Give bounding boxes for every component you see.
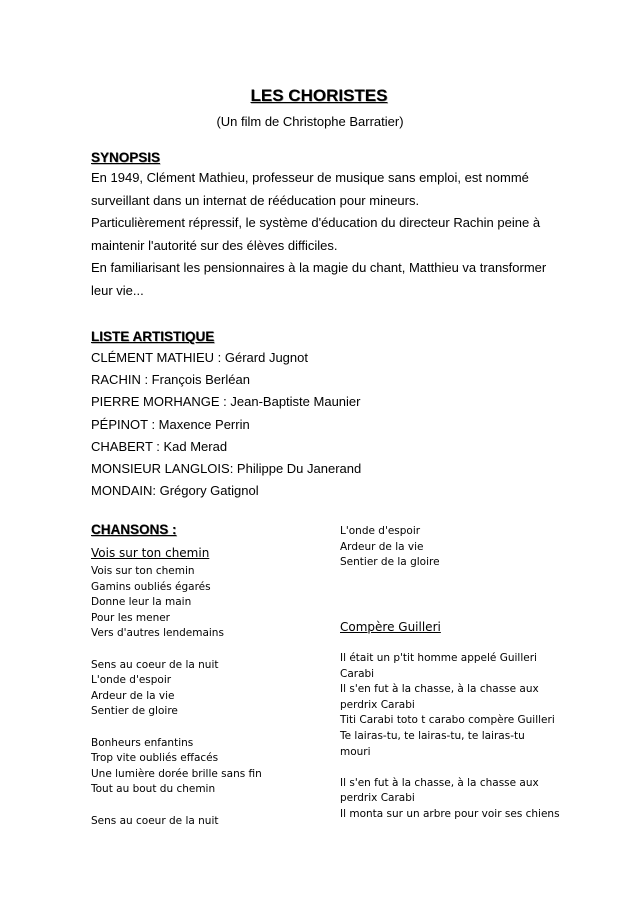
lyric-line: perdrix Carabi xyxy=(340,698,415,711)
cast-entry: PIERRE MORHANGE : Jean-Baptiste Maunier xyxy=(91,394,361,410)
cast-entry: CHABERT : Kad Merad xyxy=(91,438,228,454)
cast-entry: MONSIEUR LANGLOIS: Philippe Du Janerand xyxy=(91,461,362,477)
lyric-line: Pour les mener xyxy=(91,611,170,624)
synopsis-line: leur vie... xyxy=(91,282,144,298)
lyric-line: Il était un p'tit homme appelé Guilleri xyxy=(340,652,537,664)
lyric-line: Sens au coeur de la nuit xyxy=(91,814,219,827)
lyric-line: Te lairas-tu, te lairas-tu, te lairas-tu xyxy=(340,729,525,742)
lyric-line: Sentier de la gloire xyxy=(340,556,440,569)
lyric-line: Il s'en fut à la chasse, à la chasse aux xyxy=(340,776,539,789)
song-title-compere-guilleri: Compère Guilleri xyxy=(340,620,441,634)
lyric-line: Titi Carabi toto t carabo compère Guilleri xyxy=(340,714,555,727)
cast-entry: CLÉMENT MATHIEU : Gérard Jugnot xyxy=(91,350,308,365)
synopsis-line: maintenir l'autorité sur des élèves difficiles. xyxy=(91,237,338,253)
synopsis-line: Particulièrement répressif, le système d'éducation du directeur Rachin peine à xyxy=(91,215,541,230)
lyric-line: Trop vite oubliés effacés xyxy=(91,752,219,765)
lyric-line: mouri xyxy=(340,745,371,758)
cast-heading: LISTE ARTISTIQUE xyxy=(91,329,215,344)
lyric-line: Ardeur de la vie xyxy=(91,689,175,702)
synopsis-text xyxy=(91,167,561,302)
lyric-line: Il monta sur un arbre pour voir ses chiens xyxy=(340,807,560,820)
lyric-line: Une lumière dorée brille sans fin xyxy=(91,767,262,780)
cast-list xyxy=(91,347,561,502)
song1-lyrics-continued xyxy=(340,524,440,571)
document-subtitle: (Un film de Christophe Barratier) xyxy=(216,114,404,129)
lyric-line: Donne leur la main xyxy=(91,596,192,609)
song1-lyrics xyxy=(91,564,262,829)
cast-entry: MONDAIN: Grégory Gatignol xyxy=(91,483,259,499)
synopsis-line: En 1949, Clément Mathieu, professeur de musique sans emploi, est nommé xyxy=(91,170,529,185)
songs-heading: CHANSONS : xyxy=(91,522,177,537)
lyric-line: Vers d'autres lendemains xyxy=(91,627,224,640)
lyric-line: Gamins oubliés égarés xyxy=(91,580,211,593)
cast-entry: PÉPINOT : Maxence Perrin xyxy=(91,416,250,432)
lyric-line: Sentier de gloire xyxy=(91,705,178,718)
cast-entry: RACHIN : François Berléan xyxy=(91,372,250,388)
synopsis-line: En familiarisant les pensionnaires à la magie du chant, Matthieu va transformer xyxy=(91,260,547,275)
song2-lyrics xyxy=(340,651,560,823)
song-title-vois-sur-ton-chemin: Vois sur ton chemin xyxy=(91,546,210,560)
synopsis-heading: SYNOPSIS xyxy=(91,150,161,165)
lyric-line: Bonheurs enfantins xyxy=(91,736,194,749)
lyric-line: perdrix Carabi xyxy=(340,792,415,805)
lyric-line: Tout au bout du chemin xyxy=(91,783,216,796)
lyric-line: Sens au coeur de la nuit xyxy=(91,658,219,671)
lyric-line: L'onde d'espoir xyxy=(91,674,172,687)
lyric-line: Ardeur de la vie xyxy=(340,540,424,553)
lyric-line: Carabi xyxy=(340,667,375,680)
lyric-line: Vois sur ton chemin xyxy=(91,565,195,577)
synopsis-line: surveillant dans un internat de rééducation pour mineurs. xyxy=(91,192,420,208)
lyric-line: L'onde d'espoir xyxy=(340,525,421,537)
lyric-line: Il s'en fut à la chasse, à la chasse aux xyxy=(340,683,539,696)
document-title: LES CHORISTES xyxy=(250,86,388,105)
